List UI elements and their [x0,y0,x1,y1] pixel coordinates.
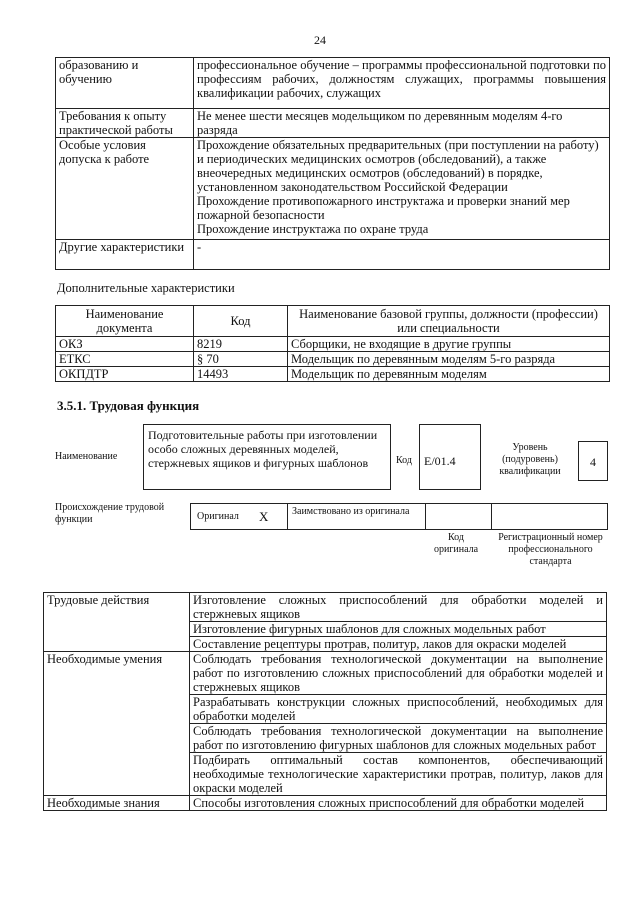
group-label: Необходимые знания [44,796,190,811]
condition-line: Прохождение инструктажа по охране труда [197,222,429,236]
function-name-value: Подготовительные работы при изготовлении особо сложных деревянных моделей, стержневых ящиков и фигурных шаблонов [143,424,391,490]
cell-divider [287,504,288,529]
condition-line: Прохождение противопожарного инструктажа и проверки знаний мер пожарной безопасности [197,194,570,222]
table-cell: ОКПДТР [56,367,194,382]
list-item: Подбирать оптимальный состав компонентов, обеспечивающий необходимые технологические характеристики протрав, политур, лаков для окраски моделей [190,753,607,796]
qualification-level-value: 4 [578,441,608,481]
function-code-value: E/01.4 [419,424,481,490]
table-cell: 8219 [194,337,288,352]
list-item: Способы изготовления сложных приспособлений для обработки моделей [190,796,607,811]
section-title: 3.5.1. Трудовая функция [57,398,200,413]
cell-divider [425,504,426,529]
list-item: Составление рецептуры протрав, политур, лаков для окраски моделей [190,637,607,652]
table-cell: ЕТКС [56,352,194,367]
list-item: Разрабатывать конструкции сложных приспособлений, необходимых для обработки моделей [190,695,607,724]
function-code-label: Код [396,455,412,466]
row-label: Особые условия допуска к работе [56,138,194,240]
list-item: Изготовление сложных приспособлений для обработки моделей и стержневых ящиков [190,593,607,622]
row-value [194,138,610,240]
additional-characteristics-table [55,305,610,382]
qualification-requirements-table [55,57,610,270]
table-row [56,240,610,270]
table-cell: Сборщики, не входящие в другие группы [288,337,610,352]
labor-function-details-table [43,592,607,811]
table-header-row [56,306,610,337]
origin-row [190,503,608,530]
condition-line: Прохождение обязательных предварительных (при поступлении на работу) и периодических медицинских осмотров (обследований), а также внеочередных медицинских осмотров (обследований) в порядке, установленном законодательством Российской Федерации [197,138,599,194]
column-header: Код [194,306,288,337]
list-item: Соблюдать требования технологической документации на выполнение работ по изготовлению сложных приспособлений для обработки моделей и стержневых ящиков [190,652,607,695]
group-label: Необходимые умения [44,652,190,796]
table-row [56,367,610,382]
original-code-caption: Код оригинала [433,532,479,555]
column-header: Наименование базовой группы, должности (профессии) или специальности [288,306,610,337]
group-label: Трудовые действия [44,593,190,652]
table-row [56,337,610,352]
table-cell: 14493 [194,367,288,382]
original-label: Оригинал [197,511,239,522]
origin-label: Происхождение трудовой функции [55,502,165,525]
list-item: Соблюдать требования технологической документации на выполнение работ по изготовлению фигурных шаблонов для сложных модельных работ [190,724,607,753]
table-row [56,138,610,240]
table-row [44,796,607,811]
table-cell: Модельщик по деревянным моделям [288,367,610,382]
table-row [56,109,610,138]
table-row [56,58,610,109]
table-cell: Модельщик по деревянным моделям 5-го разряда [288,352,610,367]
row-label: образованию и обучению [56,58,194,109]
table-cell: § 70 [194,352,288,367]
function-name-label: Наименование [55,451,118,462]
row-value: - [194,240,610,270]
table-row [44,652,607,695]
table-cell: ОКЗ [56,337,194,352]
table-row [44,593,607,622]
original-mark: X [259,509,269,524]
row-label: Требования к опыту практической работы [56,109,194,138]
table-row [56,352,610,367]
list-item: Изготовление фигурных шаблонов для сложных модельных работ [190,622,607,637]
row-value: Не менее шести месяцев модельщиком по деревянным моделям 4-го разряда [194,109,610,138]
row-value: профессиональное обучение – программы профессиональной подготовки по профессиям рабочих, должностям служащих, программы повышения квалификации рабочих, служащих [194,58,610,109]
additional-characteristics-title: Дополнительные характеристики [57,281,235,295]
column-header: Наименование документа [56,306,194,337]
registration-number-caption: Регистрационный номер профессионального стандарта [498,532,603,567]
borrowed-label: Заимствовано из оригинала [292,506,410,517]
qualification-level-label: Уровень (подуровень) квалификации [499,442,561,477]
row-label: Другие характеристики [56,240,194,270]
page-number: 24 [314,33,326,47]
cell-divider [491,504,492,529]
